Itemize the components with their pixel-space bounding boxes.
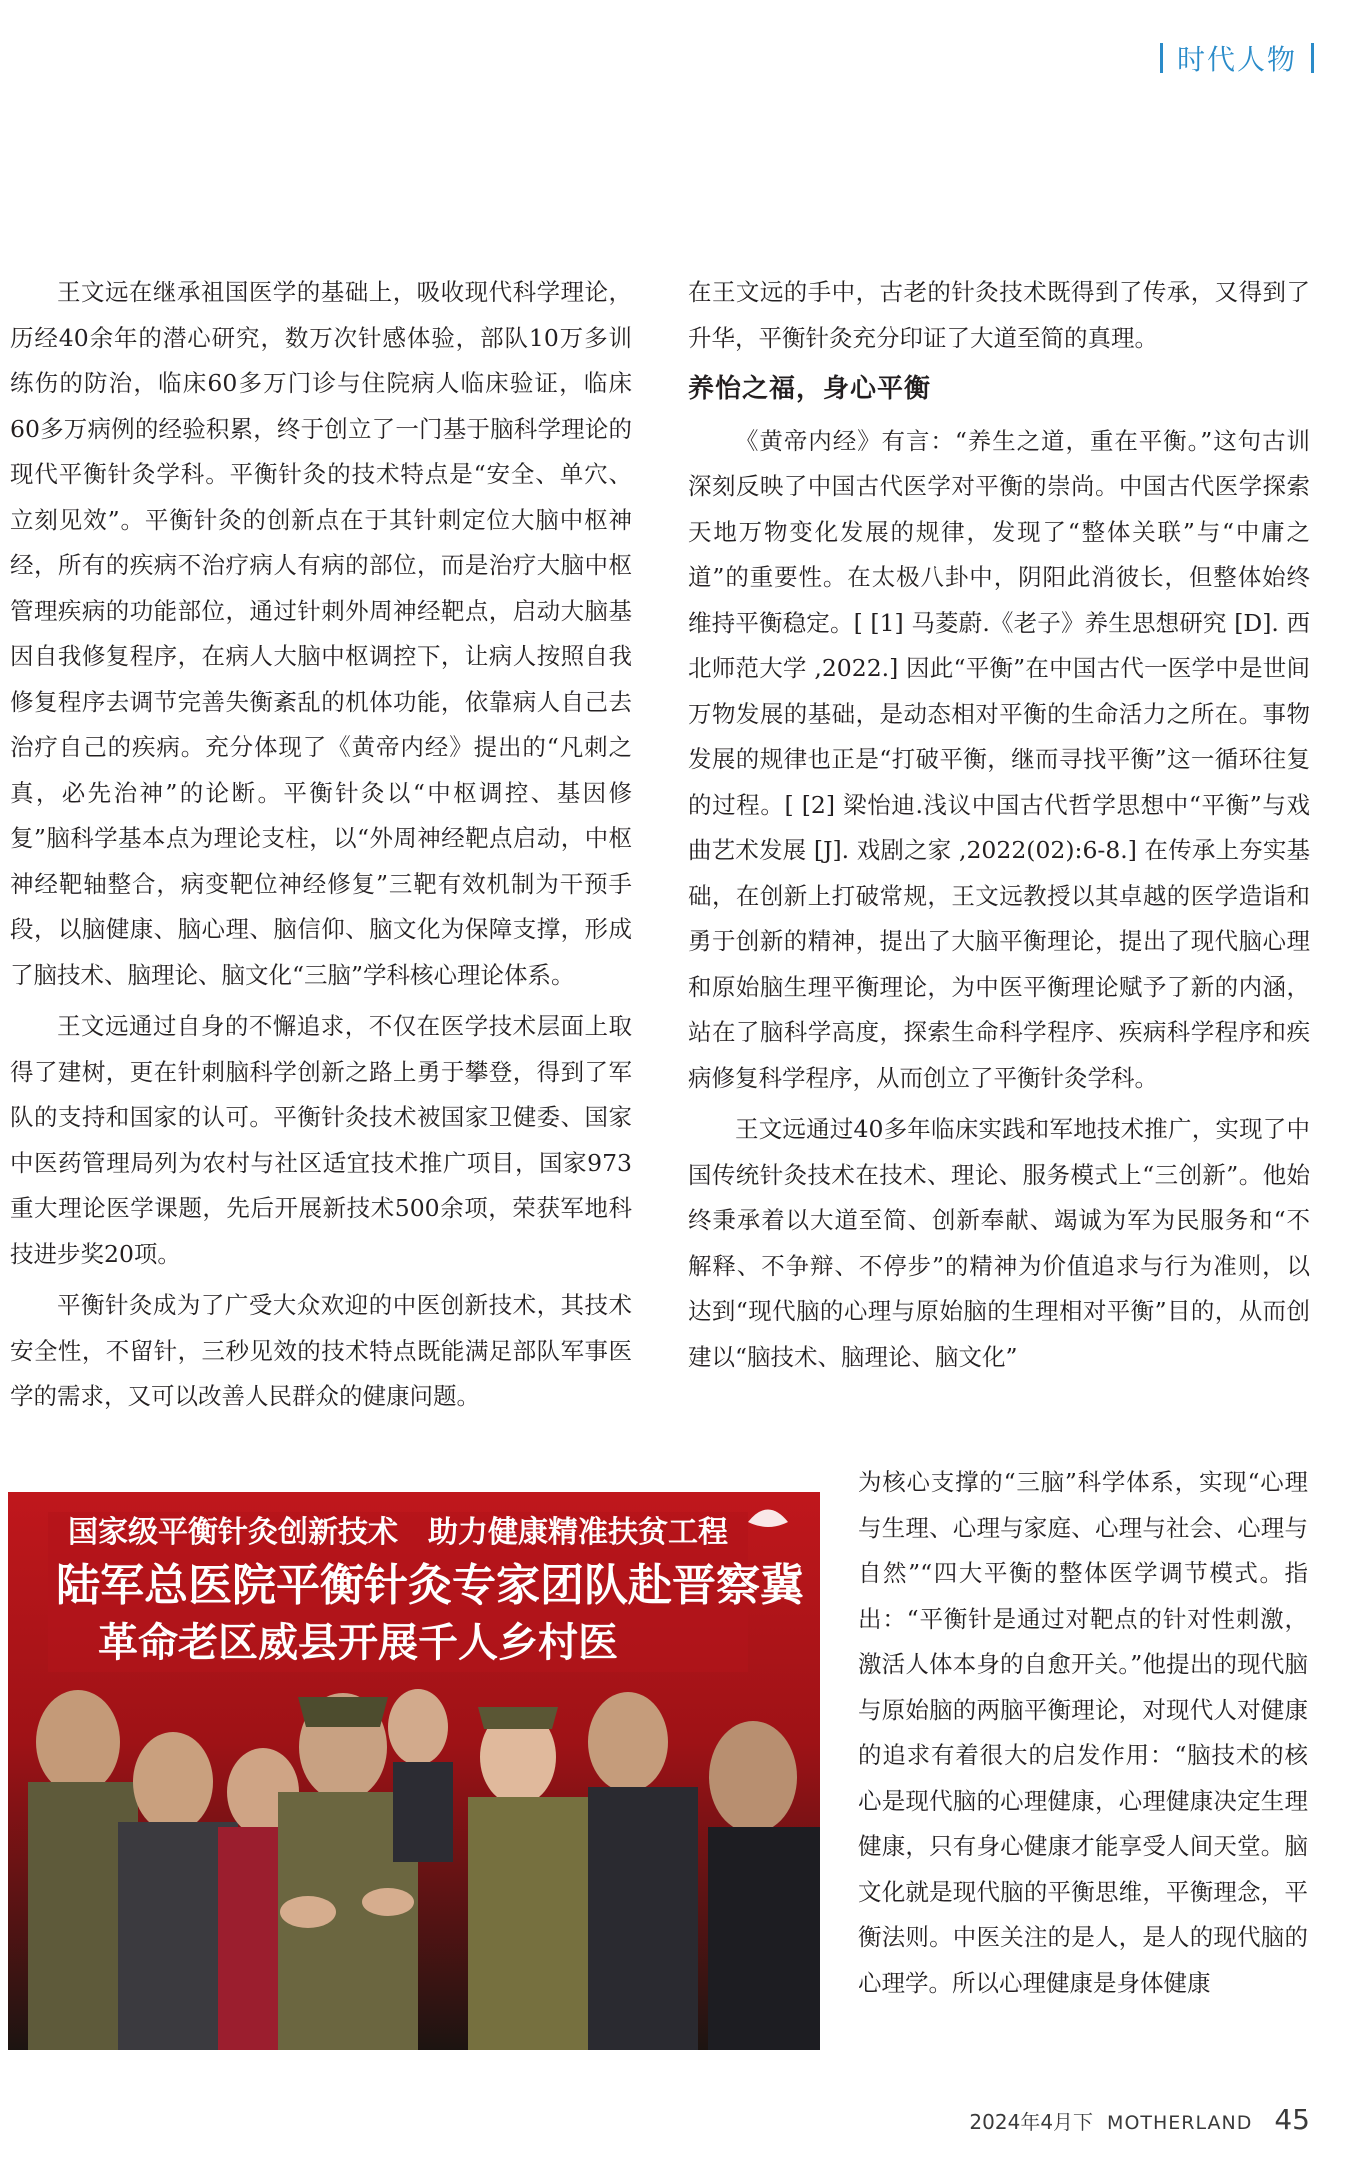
banner-line-1: 国家级平衡针灸创新技术 助力健康精准扶贫工程: [68, 1515, 728, 1550]
body-paragraph: 王文远通过40多年临床实践和军地技术推广，实现了中国传统针灸技术在技术、理论、服务模式上“三创新”。他始终秉承着以大道至简、创新奉献、竭诚为军为民服务和“不解释、不争辩、不停步”的精神为价值追求与行为准则，以达到“现代脑的心理与原始脑的生理相对平衡”目的，从而创建以“脑技术、脑理论、脑文化”: [688, 1115, 1310, 1371]
body-paragraph: 平衡针灸成为了广受大众欢迎的中医创新技术，其技术安全性，不留针，三秒见效的技术特点既能满足部队军事医学的需求，又可以改善人民群众的健康问题。: [10, 1291, 632, 1410]
banner-line-3: 革命老区威县开展千人乡村医: [98, 1620, 618, 1666]
page-number: 45: [1274, 2103, 1310, 2136]
body-paragraph: 王文远通过自身的不懈追求，不仅在医学技术层面上取得了建树，更在针刺脑科学创新之路上勇于攀登，得到了军队的支持和国家的认可。平衡针灸技术被国家卫健委、国家中医药管理局列为农村与社区适宜技术推广项目，国家973重大理论医学课题，先后开展新技术500余项，荣获军地科技进步奖20项。: [10, 1012, 632, 1268]
section-tag: [1160, 38, 1314, 78]
section-subheading: 养怡之福，身心平衡: [688, 374, 932, 404]
body-paragraph: 《黄帝内经》有言：“养生之道，重在平衡。”这句古训深刻反映了中国古代医学对平衡的崇尚。中国古代医学探索天地万物变化发展的规律，发现了“整体关联”与“中庸之道”的重要性。在太极八卦中，阴阳此消彼长，但整体始终维持平衡稳定。[ [1] 马菱蔚.《老子》养生思想研究 [D]. 西北师范大学 ,2022.] 因此“平衡”在中国古代一医学中是世间万物发展的基础，是动态相对平衡的生命活力之所在。事物发展的规律也正是“打破平衡，继而寻找平衡”这一循环往复的过程。[ [2] 梁怡迪.浅议中国古代哲学思想中“平衡”与戏曲艺术发展 [J]. 戏剧之家 ,2022(02):6-8.] 在传承上夯实基础，在创新上打破常规，王文远教授以其卓越的医学造诣和勇于创新的精神，提出了大脑平衡理论，提出了现代脑心理和原始脑生理平衡理论，为中医平衡理论赋予了新的内涵，站在了脑科学高度，探索生命科学程序、疾病科学程序和疾病修复科学程序，从而创立了平衡针灸学科。: [688, 426, 1310, 1092]
right-column-continuation: [858, 1460, 1308, 2012]
page-footer: [969, 2103, 1310, 2136]
right-column: [688, 270, 1310, 1386]
section-label: 时代人物: [1176, 43, 1297, 76]
divider: [1311, 43, 1314, 73]
banner-line-2: 陆军总医院平衡针灸专家团队赴晋察冀: [56, 1560, 804, 1611]
body-paragraph: 为核心支撑的“三脑”科学体系，实现“心理与生理、心理与家庭、心理与社会、心理与自然”“四大平衡的整体医学调节模式。指出：“平衡针是通过对靶点的针对性刺激，激活人体本身的自愈开关。”他提出的现代脑与原始脑的两脑平衡理论，对现代人对健康的追求有着很大的启发作用：“脑技术的核心是现代脑的心理健康，心理健康决定生理健康，只有身心健康才能享受人间天堂。脑文化就是现代脑的平衡思维，平衡理念，平衡法则。中医关注的是人，是人的现代脑的心理学。所以心理健康是身体健康: [858, 1468, 1308, 1997]
event-photo: [8, 1492, 820, 2050]
left-column: [10, 270, 632, 1426]
body-paragraph: 在王文远的手中，古老的针灸技术既得到了传承，又得到了升华，平衡针灸充分印证了大道至简的真理。: [688, 278, 1310, 352]
issue-date: 2024年4月下: [969, 2110, 1094, 2134]
body-paragraph: 王文远在继承祖国医学的基础上，吸收现代科学理论，历经40余年的潜心研究，数万次针感体验，部队10万多训练伤的防治，临床60多万门诊与住院病人临床验证，临床60多万病例的经验积累，终于创立了一门基于脑科学理论的现代平衡针灸学科。平衡针灸的技术特点是“安全、单穴、立刻见效”。平衡针灸的创新点在于其针刺定位大脑中枢神经，所有的疾病不治疗病人有病的部位，而是治疗大脑中枢管理疾病的功能部位，通过针刺外周神经靶点，启动大脑基因自我修复程序，在病人大脑中枢调控下，让病人按照自我修复程序去调节完善失衡紊乱的机体功能，依靠病人自己去治疗自己的疾病。充分体现了《黄帝内经》提出的“凡刺之真，必先治神”的论断。平衡针灸以“中枢调控、基因修复”脑科学基本点为理论支柱，以“外周神经靶点启动，中枢神经靶轴整合，病变靶位神经修复”三靶有效机制为干预手段，以脑健康、脑心理、脑信仰、脑文化为保障支撑，形成了脑技术、脑理论、脑文化“三脑”学科核心理论体系。: [10, 278, 632, 989]
divider: [1160, 43, 1163, 73]
magazine-name: MOTHERLAND: [1107, 2112, 1253, 2134]
